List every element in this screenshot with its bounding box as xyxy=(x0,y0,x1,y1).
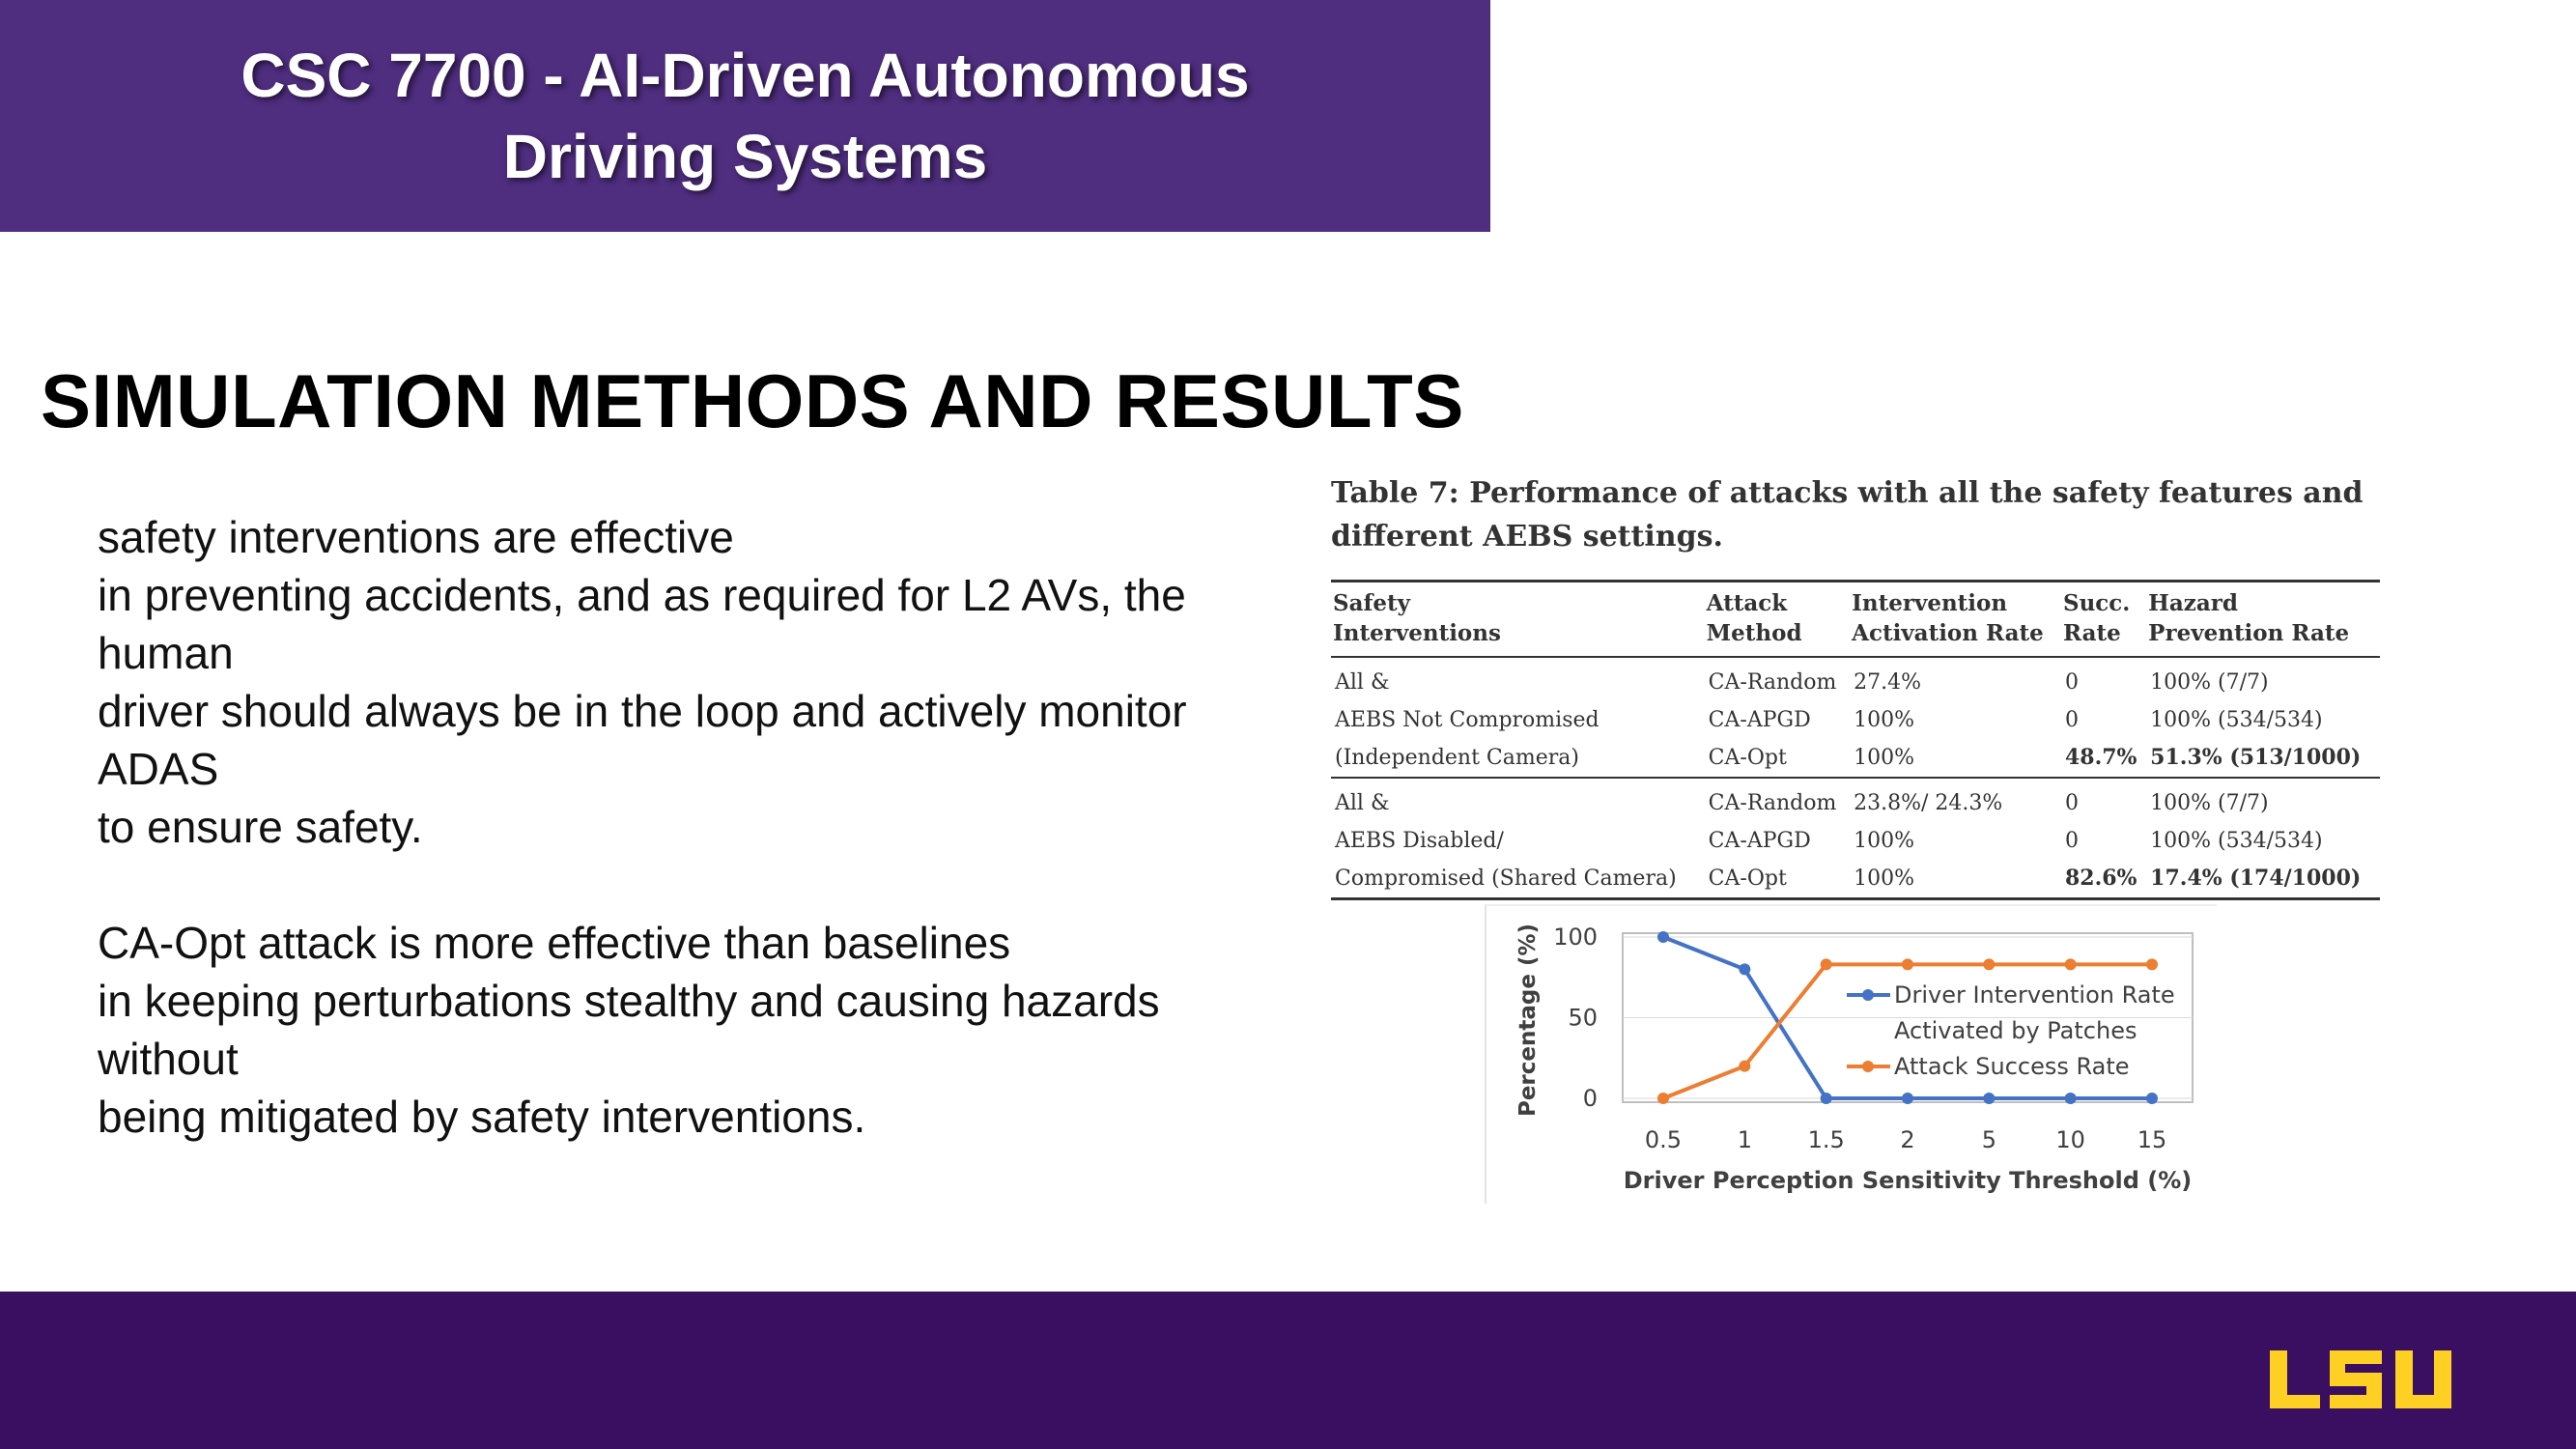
legend-swatch-marker-driver-intervention xyxy=(1862,989,1874,1001)
data-point xyxy=(1739,963,1750,975)
body-line: safety interventions are effective xyxy=(98,512,734,562)
table-row xyxy=(1331,822,2380,860)
table-cell: 100% (534/534) xyxy=(2150,829,2323,853)
body-line: in keeping perturbations stealthy and causing hazards xyxy=(98,976,1160,1026)
body-line: in preventing accidents, and as required for L2 AVs, the xyxy=(98,570,1186,620)
table-cell: 100% xyxy=(1854,708,1914,732)
table-cell: 82.6% xyxy=(2064,866,2137,891)
threshold-line-chart xyxy=(1485,904,2217,1204)
table-cell: 0 xyxy=(2064,708,2079,732)
table-cell: 100% xyxy=(1854,867,1914,891)
footer-bar xyxy=(0,1292,2576,1449)
course-title-line2: Driving Systems xyxy=(502,122,988,191)
body-line: ADAS xyxy=(98,744,219,794)
table-cell: CA-Random xyxy=(1708,670,1837,695)
data-point xyxy=(1983,958,1995,970)
table-cell: 0 xyxy=(2064,829,2079,853)
table-row xyxy=(1331,778,2380,822)
body-line: driver should always be in the loop and actively monitor xyxy=(98,686,1187,736)
table-cell: AEBS Not Compromised xyxy=(1335,708,1599,732)
table-row xyxy=(1331,657,2380,701)
data-point xyxy=(1821,958,1832,970)
table-row xyxy=(1331,701,2380,739)
data-point xyxy=(1739,1061,1750,1072)
y-axis-label: Percentage (%) xyxy=(1515,923,1541,1118)
table-caption xyxy=(1331,471,2380,558)
table-cell: All & xyxy=(1335,791,1390,815)
table-cell: CA-APGD xyxy=(1708,708,1811,732)
data-point xyxy=(1657,931,1669,943)
data-point xyxy=(2065,958,2077,970)
body-line: being mitigated by safety interventions. xyxy=(98,1092,866,1142)
x-axis-label: Driver Perception Sensitivity Threshold (%) xyxy=(1623,1167,2193,1194)
lsu-logo xyxy=(2268,1347,2471,1410)
x-tick-label: 0.5 xyxy=(1644,1126,1683,1153)
col-header-safety: Safety Interventions xyxy=(1331,582,1705,658)
table-cell: AEBS Disabled/ xyxy=(1335,829,1504,853)
course-header-bar xyxy=(0,0,1490,232)
data-point xyxy=(1983,1093,1995,1104)
table-row xyxy=(1331,860,2380,899)
table-cell: 27.4% xyxy=(1854,670,1921,695)
results-table-figure xyxy=(1331,471,2380,900)
table-cell: 100% (7/7) xyxy=(2150,670,2269,695)
y-tick-label: 50 xyxy=(1568,1004,1598,1032)
table-cell: 100% xyxy=(1854,829,1914,853)
data-point xyxy=(2146,1093,2158,1104)
body-line: to ensure safety. xyxy=(98,802,423,852)
col-header-success: Succ. Rate xyxy=(2061,582,2146,658)
legend-label-driver-intervention-1: Driver Intervention Rate xyxy=(1894,981,2175,1009)
table-cell: 51.3% (513/1000) xyxy=(2146,739,2380,778)
body-line: CA-Opt attack is more effective than baselines xyxy=(98,918,1011,968)
body-text xyxy=(98,508,1305,1146)
table-header-row xyxy=(1331,582,2380,658)
x-tick-label: 15 xyxy=(2137,1126,2167,1153)
legend-swatch-marker-attack-success xyxy=(1862,1061,1874,1072)
col-header-hazard: Hazard Prevention Rate xyxy=(2146,582,2380,658)
x-tick-label: 1 xyxy=(1737,1126,1752,1153)
col-header-intervention: Intervention Activation Rate xyxy=(1850,582,2061,658)
table-cell: CA-Opt xyxy=(1708,867,1787,891)
data-point xyxy=(1902,1093,1913,1104)
col-header-attack: Attack Method xyxy=(1705,582,1850,658)
table-cell: 100% (534/534) xyxy=(2150,708,2323,732)
body-line: without xyxy=(98,1034,239,1084)
table-cell: Compromised (Shared Camera) xyxy=(1335,867,1677,891)
course-title-line1: CSC 7700 - AI-Driven Autonomous xyxy=(241,41,1250,110)
x-tick-label: 5 xyxy=(1981,1126,1996,1153)
table-cell: All & xyxy=(1335,670,1390,695)
slide-title: SIMULATION METHODS AND RESULTS xyxy=(41,358,1464,443)
data-point xyxy=(2065,1093,2077,1104)
results-table xyxy=(1331,580,2380,900)
data-point xyxy=(1902,958,1913,970)
table-cell: 23.8%/ 24.3% xyxy=(1854,791,2003,815)
data-point xyxy=(2146,958,2158,970)
legend-label-driver-intervention-2: Activated by Patches xyxy=(1894,1017,2137,1044)
table-cell: (Independent Camera) xyxy=(1331,739,1705,778)
data-point xyxy=(1821,1093,1832,1104)
table-caption-line2: different AEBS settings. xyxy=(1331,520,1723,554)
body-line: human xyxy=(98,628,234,678)
table-cell: 48.7% xyxy=(2061,739,2146,778)
paragraph-gap xyxy=(98,856,1305,914)
table-cell: 0 xyxy=(2064,670,2079,695)
table-cell: 17.4% (174/1000) xyxy=(2150,866,2362,891)
y-tick-label: 0 xyxy=(1582,1085,1598,1112)
table-row xyxy=(1331,739,2380,778)
table-caption-line1: Table 7: Performance of attacks with all the safety features and xyxy=(1331,476,2364,510)
table-cell: CA-APGD xyxy=(1708,829,1811,853)
x-tick-label: 2 xyxy=(1900,1126,1915,1153)
x-tick-label: 1.5 xyxy=(1807,1126,1845,1153)
legend-label-attack-success: Attack Success Rate xyxy=(1894,1053,2130,1080)
data-point xyxy=(1657,1093,1669,1104)
chart-legend xyxy=(1847,981,2175,1080)
table-cell: 100% xyxy=(1850,739,2061,778)
line-chart-svg xyxy=(1486,906,2217,1204)
x-tick-label: 10 xyxy=(2055,1126,2085,1153)
table-cell: CA-Random xyxy=(1708,791,1837,815)
table-cell: 0 xyxy=(2064,791,2079,815)
table-cell: CA-Opt xyxy=(1705,739,1850,778)
table-cell: 100% (7/7) xyxy=(2150,791,2269,815)
y-tick-label: 100 xyxy=(1553,923,1598,951)
